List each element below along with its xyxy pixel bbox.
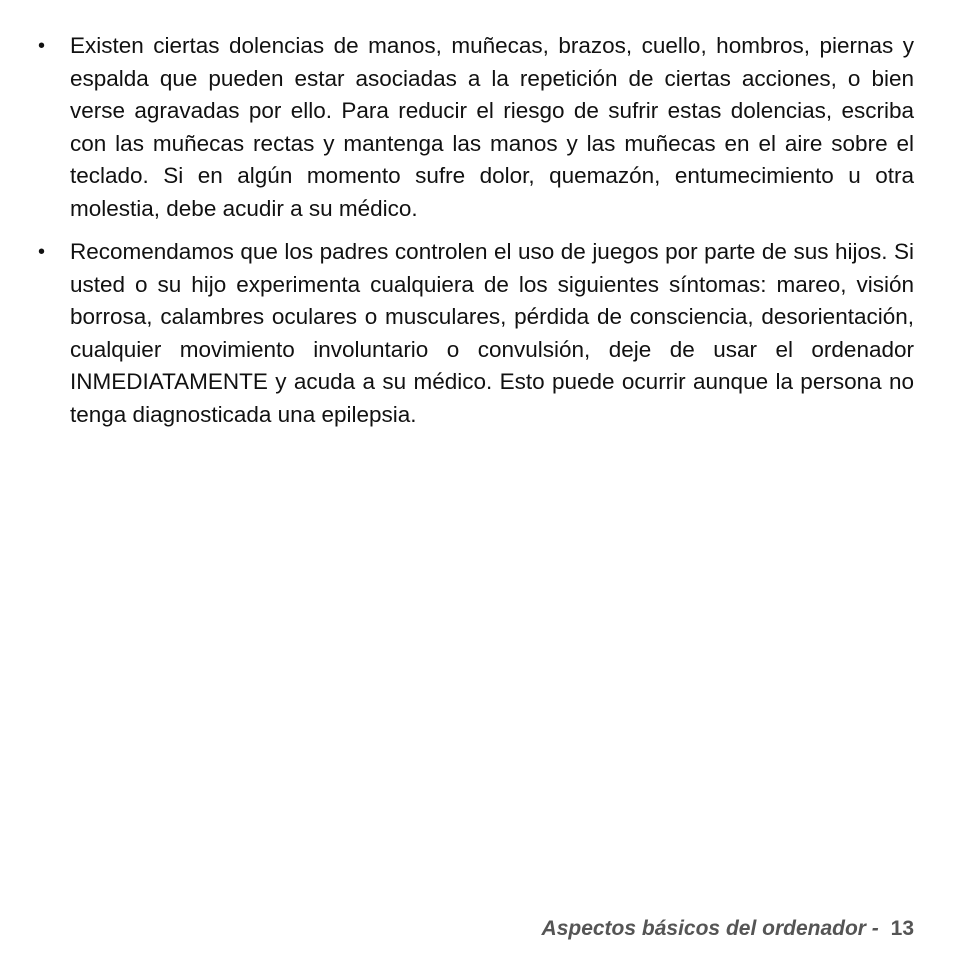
bullet-marker: • xyxy=(38,35,46,57)
bullet-text: Recomendamos que los padres controlen el uso de juegos por parte de sus hijos. Si usted o su hijo experimenta cualquiera de los siguientes síntomas: mareo, visión borrosa, calambres oculares o musculares, pérdida de consciencia, desorientación, cualquier movimiento involuntario o convulsión, deje de usar el ordenador INMEDIATAMENTE y acuda a su médico. Esto puede ocurrir aunque la persona no tenga diagnosticada una epilepsia. xyxy=(70,239,914,427)
page-content xyxy=(38,30,914,442)
bullet-marker: • xyxy=(38,241,46,263)
bullet-text: Existen ciertas dolencias de manos, muñecas, brazos, cuello, hombros, piernas y espalda que pueden estar asociadas a la repetición de ciertas acciones, o bien verse agravadas por ello. Para reducir el riesgo de sufrir estas dolencias, escriba con las muñecas rectas y mantenga las manos y las muñecas en el aire sobre el teclado. Si en algún momento sufre dolor, quemazón, entumecimiento u otra molestia, debe acudir a su médico. xyxy=(70,33,914,221)
footer-page-number: 13 xyxy=(890,917,914,940)
bullet-item-repetitive-strain xyxy=(38,30,914,225)
bullet-list xyxy=(38,30,914,431)
page-footer xyxy=(542,914,914,944)
footer-section-title: Aspectos básicos del ordenador - xyxy=(541,917,879,940)
bullet-item-epilepsy-warning xyxy=(38,236,914,431)
